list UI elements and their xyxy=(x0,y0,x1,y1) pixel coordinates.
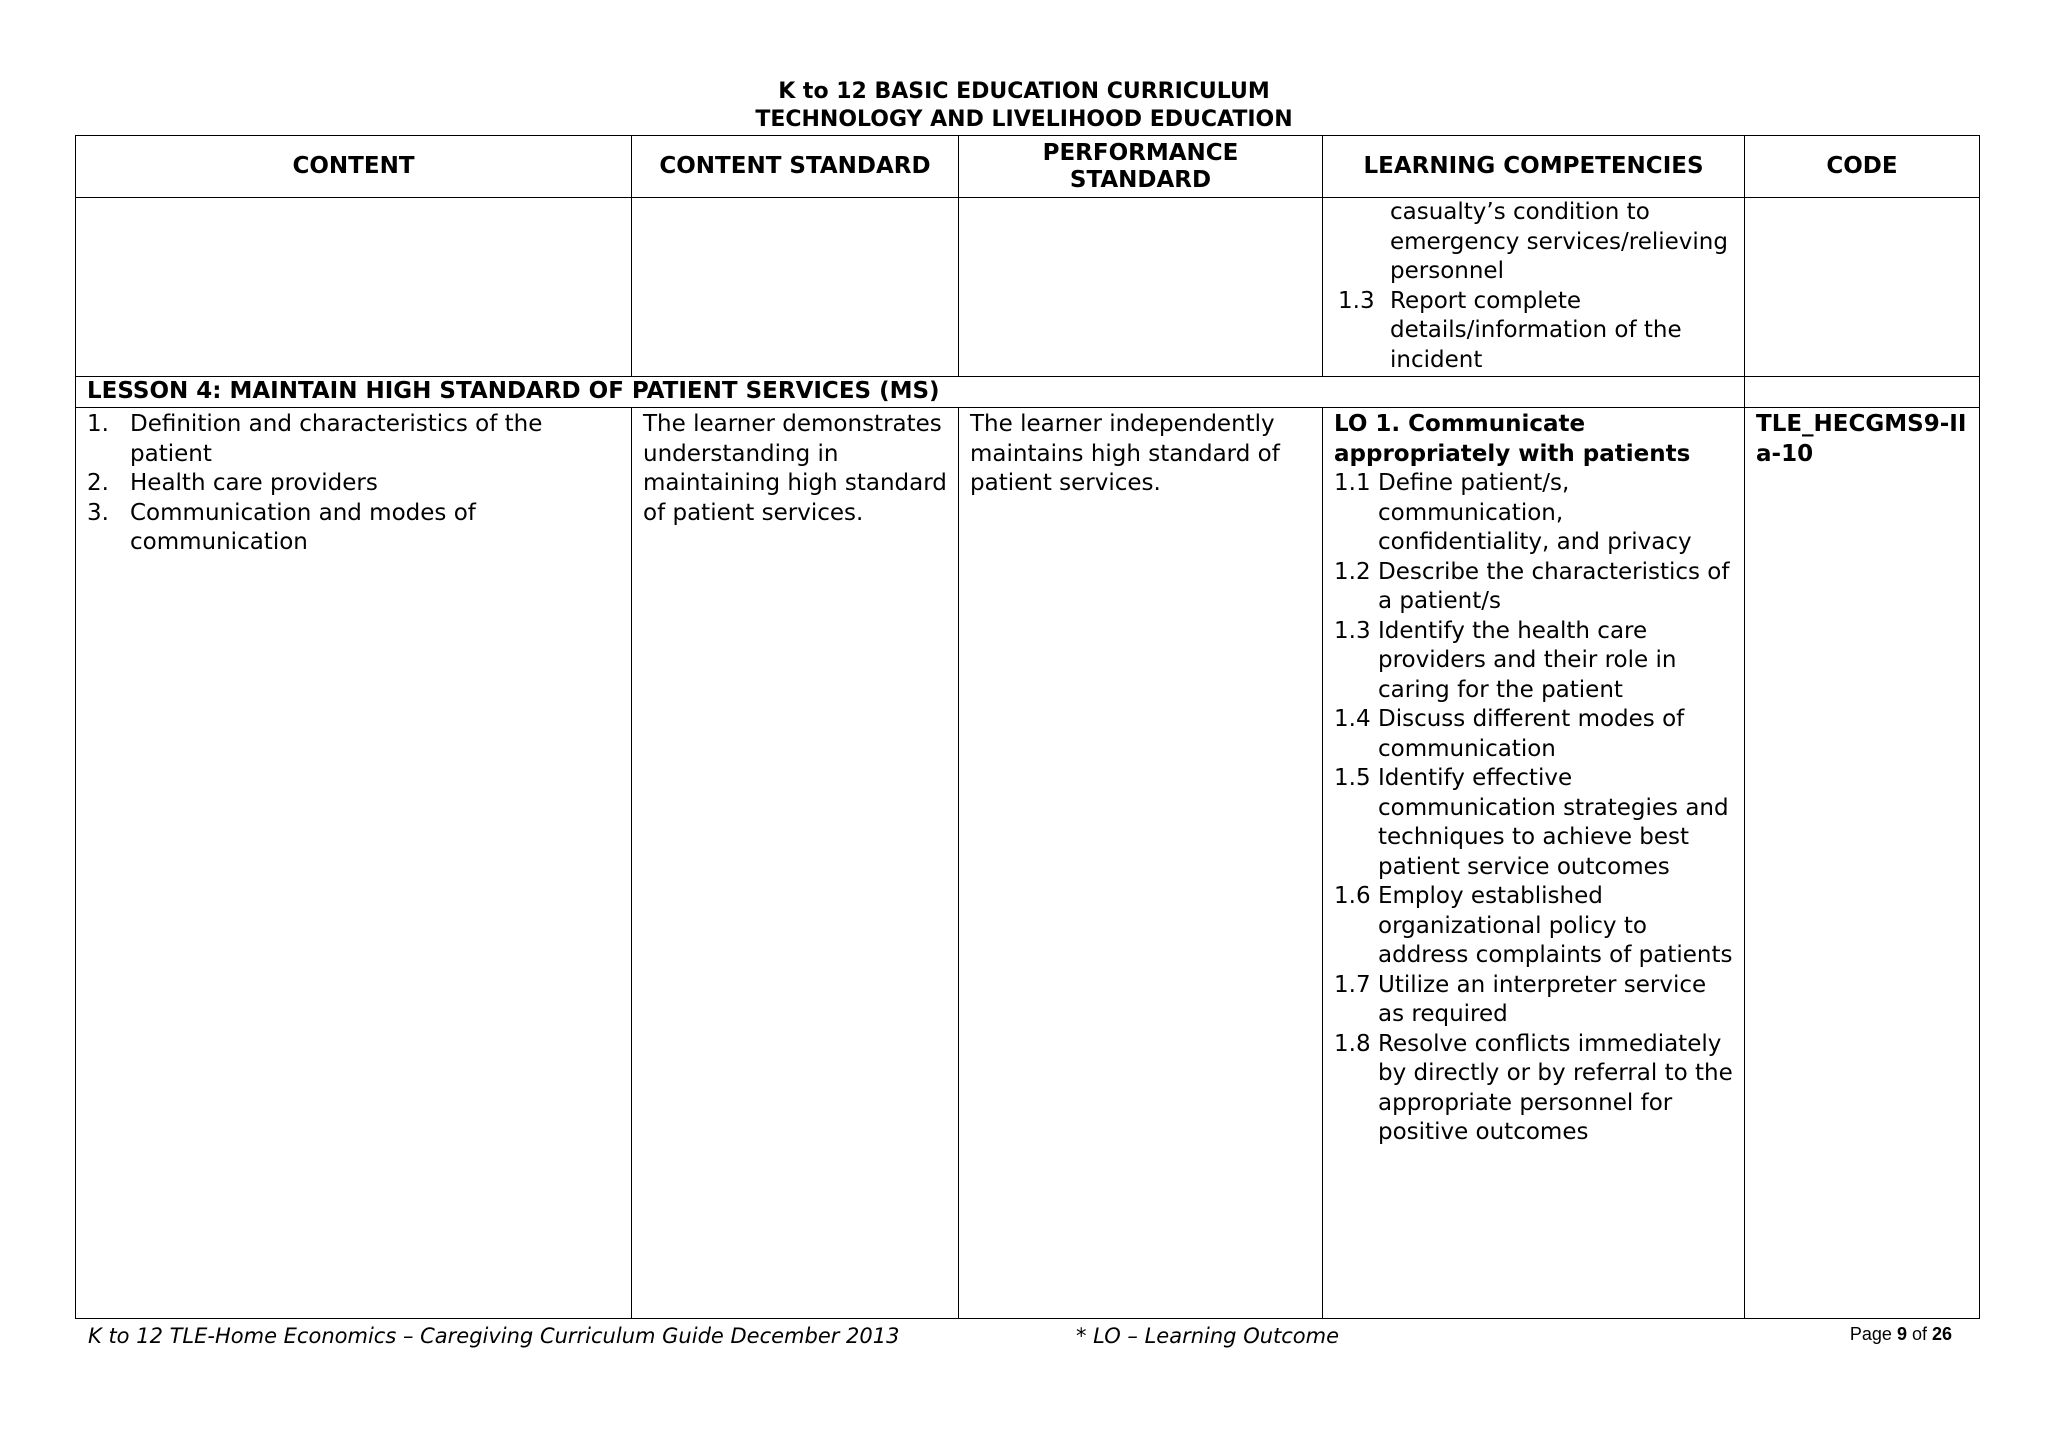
col-header-code: CODE xyxy=(1745,136,1980,198)
content-cell xyxy=(76,408,632,1319)
title-line-1: K to 12 BASIC EDUCATION CURRICULUM xyxy=(778,79,1270,104)
continued-content-cell xyxy=(76,198,632,377)
prev-competency-tail-1: casualty’s condition to xyxy=(1390,199,1650,225)
competency-item: 1.7 Utilize an interpreter service as required xyxy=(1334,971,1707,1027)
content-standard-cell xyxy=(632,408,959,1319)
continued-row xyxy=(76,198,1980,377)
header-row xyxy=(76,136,1980,198)
continued-competencies-cell xyxy=(1323,198,1745,377)
lesson-code-cell xyxy=(1745,377,1980,408)
current-page: 9 xyxy=(1896,1324,1907,1344)
content-list xyxy=(87,410,620,558)
continued-performance-cell xyxy=(959,198,1323,377)
performance-standard-text: The learner independently maintains high standard of patient services. xyxy=(970,411,1280,496)
competency-text: Report complete details/information of the incident xyxy=(1390,287,1682,373)
competency-item xyxy=(1334,287,1733,376)
curriculum-table xyxy=(75,135,1980,1319)
col-header-content: CONTENT xyxy=(76,136,632,198)
lesson-label: LESSON 4: MAINTAIN HIGH STANDARD OF PATIENT SERVICES (MS) xyxy=(87,378,940,404)
footer-page-number: Page 9 of 26 xyxy=(1849,1324,1952,1344)
code-cell xyxy=(1745,408,1980,1319)
competency-number: 1.3 xyxy=(1338,287,1375,314)
competency-item: 1.8 Resolve conflicts immediately by directly or by referral to the appropriate personnel for positive outcomes xyxy=(1334,1030,1733,1145)
title-line-2: TECHNOLOGY AND LIVELIHOOD EDUCATION xyxy=(755,107,1293,132)
learning-competencies-cell xyxy=(1323,408,1745,1319)
lesson-row xyxy=(76,377,1980,408)
content-item: 3. Communication and modes of communication xyxy=(87,499,476,555)
performance-standard-cell xyxy=(959,408,1323,1319)
lesson-cell xyxy=(76,377,1745,408)
col-header-content-standard: CONTENT STANDARD xyxy=(632,136,959,198)
competency-item: 1.6 Employ established organizational policy to address complaints of patients xyxy=(1334,883,1733,968)
content-item: 2. Health care providers xyxy=(87,470,378,496)
content-standard-text: The learner demonstrates understanding in maintaining high standard of patient services. xyxy=(643,411,947,526)
footer-guide-title: K to 12 TLE-Home Economics – Caregiving Curriculum Guide December 2013 xyxy=(88,1324,900,1348)
competency-item: 1.3 Identify the health care providers and their role in caring for the patient xyxy=(1334,617,1677,703)
document-title xyxy=(0,78,2048,134)
code-text: TLE_HECGMS9-IIa-10 xyxy=(1756,411,1967,467)
lesson-4-row xyxy=(76,408,1980,1319)
col-header-performance-standard: PERFORMANCE STANDARD xyxy=(959,136,1323,198)
continued-code-cell xyxy=(1745,198,1980,377)
lo-title: LO 1. Communicate appropriately with patients xyxy=(1334,411,1691,467)
continued-content-standard-cell xyxy=(632,198,959,377)
competency-item: 1.2 Describe the characteristics of a patient/s xyxy=(1334,558,1730,614)
competency-item: 1.5 Identify effective communication strategies and techniques to achieve best patient service outcomes xyxy=(1334,765,1729,880)
competency-item: 1.1 Define patient/s, communication, confidentiality, and privacy xyxy=(1334,470,1692,555)
prev-competency-tail-2: emergency services/relieving xyxy=(1390,228,1728,255)
col-header-learning-competencies: LEARNING COMPETENCIES xyxy=(1323,136,1745,198)
competency-item: 1.4 Discuss different modes of communication xyxy=(1334,706,1685,762)
prev-competency-tail-3: personnel xyxy=(1390,258,1504,284)
content-item: 1. Definition and characteristics of the patient xyxy=(87,411,543,467)
total-pages: 26 xyxy=(1931,1324,1952,1344)
footer-lo-note: * LO – Learning Outcome xyxy=(1076,1324,1340,1348)
